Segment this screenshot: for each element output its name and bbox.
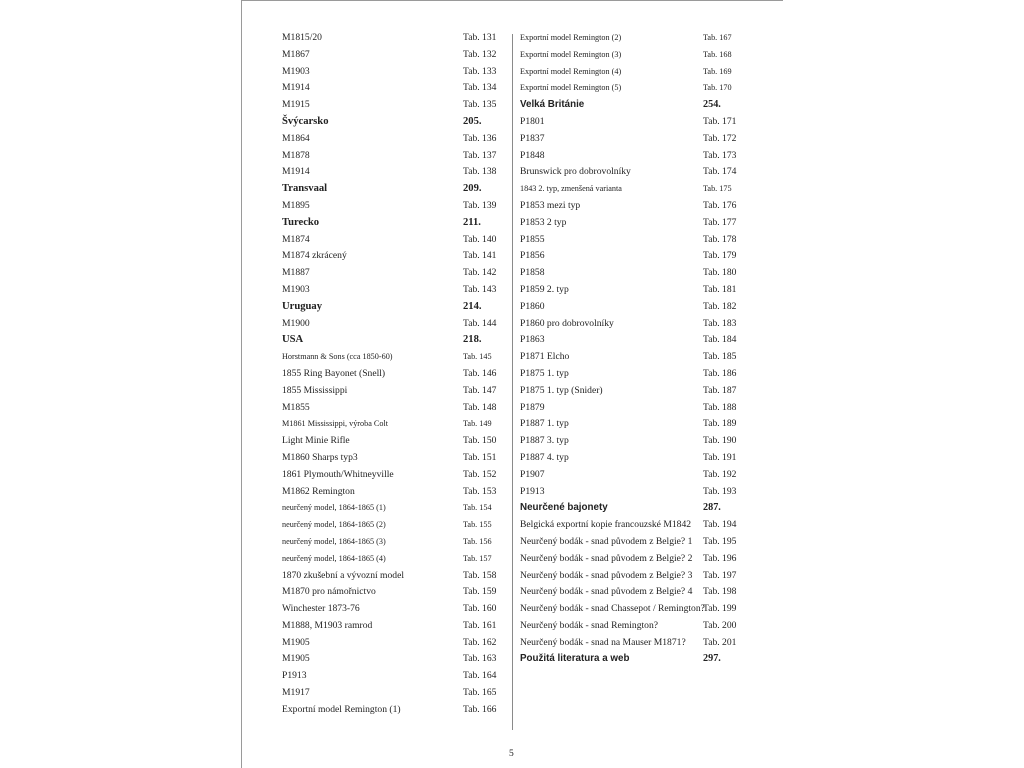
toc-entry — [520, 80, 740, 97]
toc-entry-reference: Tab. 131 — [463, 32, 497, 43]
toc-entry-title: P1871 Elcho — [520, 351, 570, 363]
toc-entry-reference: Tab. 137 — [463, 149, 497, 161]
toc-entry — [282, 316, 500, 333]
toc-entry-reference: Tab. 200 — [703, 619, 737, 631]
toc-entry — [520, 299, 740, 316]
toc-entry-title: Light Minie Rifle — [282, 435, 350, 447]
toc-entry — [282, 467, 500, 484]
toc-entry-reference: Tab. 182 — [703, 300, 737, 312]
toc-entry-title: Neurčený bodák - snad původem z Belgie? 2 — [520, 552, 693, 564]
toc-section-heading — [520, 500, 740, 517]
toc-entry-title: 1861 Plymouth/Whitneyville — [282, 468, 394, 480]
toc-entry-reference: Tab. 147 — [463, 384, 497, 396]
toc-entry-title: M1888, M1903 ramrod — [282, 619, 373, 631]
toc-entry — [282, 517, 500, 534]
toc-entry-title: Brunswick pro dobrovolníky — [520, 166, 631, 178]
toc-entry — [282, 198, 500, 215]
toc-entry-title: M1900 — [282, 317, 310, 329]
toc-entry — [282, 131, 500, 148]
toc-entry-title: P1875 1. typ (Snider) — [520, 384, 603, 396]
toc-entry-reference: Tab. 170 — [703, 83, 732, 93]
toc-entry-reference: Tab. 153 — [463, 485, 497, 497]
toc-entry — [282, 534, 500, 551]
toc-entry — [520, 332, 740, 349]
toc-entry-reference: Tab. 174 — [703, 166, 737, 178]
toc-entry-reference: Tab. 199 — [703, 603, 737, 615]
toc-entry-title: P1913 — [282, 670, 307, 682]
toc-entry — [282, 282, 500, 299]
toc-entry-title: M1815/20 — [282, 32, 322, 43]
toc-entry — [520, 215, 740, 232]
toc-entry-title: Exportní model Remington (5) — [520, 83, 622, 93]
toc-entry — [282, 97, 500, 114]
toc-entry — [520, 416, 740, 433]
toc-entry-title: P1907 — [520, 468, 545, 480]
toc-entry — [520, 232, 740, 249]
toc-entry-reference: Tab. 178 — [703, 233, 737, 245]
toc-entry — [520, 400, 740, 417]
toc-entry-reference: Tab. 162 — [463, 636, 497, 648]
toc-entry-reference: Tab. 191 — [703, 451, 737, 463]
toc-entry-reference: Tab. 187 — [703, 384, 737, 396]
toc-entry — [282, 568, 500, 585]
toc-entry-reference: Tab. 188 — [703, 401, 737, 413]
toc-entry — [282, 80, 500, 97]
toc-entry-reference: Tab. 185 — [703, 351, 737, 363]
toc-entry — [520, 635, 740, 652]
toc-entry-reference: Tab. 163 — [463, 653, 497, 665]
toc-entry — [282, 651, 500, 668]
toc-entry — [520, 584, 740, 601]
toc-entry-title: neurčený model, 1864-1865 (3) — [282, 536, 386, 546]
toc-entry — [520, 383, 740, 400]
toc-entry-reference: Tab. 138 — [463, 166, 497, 178]
toc-entry-reference: 209. — [463, 183, 482, 195]
toc-entry-reference: Tab. 193 — [703, 485, 737, 497]
toc-entry — [282, 416, 500, 433]
toc-entry-reference: 205. — [463, 115, 482, 127]
toc-entry-title: P1879 — [520, 401, 545, 413]
toc-entry — [520, 517, 740, 534]
toc-entry-title: M1905 — [282, 636, 310, 648]
toc-entry-title: Horstmann & Sons (cca 1850-60) — [282, 352, 393, 362]
toc-entry-reference: Tab. 195 — [703, 535, 737, 547]
toc-entry-reference: 287. — [703, 502, 721, 514]
toc-entry — [282, 618, 500, 635]
toc-entry — [520, 366, 740, 383]
toc-entry-reference: 297. — [703, 653, 721, 665]
toc-entry-reference: Tab. 148 — [463, 401, 497, 413]
toc-entry-reference: Tab. 186 — [703, 367, 737, 379]
toc-entry — [520, 568, 740, 585]
toc-entry-reference: Tab. 152 — [463, 468, 497, 480]
column-divider — [512, 34, 513, 730]
toc-entry — [520, 64, 740, 81]
toc-entry-reference: Tab. 159 — [463, 586, 497, 598]
toc-entry — [520, 47, 740, 64]
toc-entry-title: P1860 pro dobrovolníky — [520, 317, 614, 329]
toc-entry — [520, 433, 740, 450]
toc-entry — [282, 400, 500, 417]
toc-entry-title: Neurčený bodák - snad na Mauser M1871? — [520, 636, 686, 648]
toc-section-heading — [282, 299, 500, 316]
toc-entry-reference: 214. — [463, 300, 482, 312]
toc-entry — [282, 500, 500, 517]
toc-entry-reference: Tab. 134 — [463, 82, 497, 94]
toc-entry-title: M1887 — [282, 267, 310, 279]
toc-entry-title: Exportní model Remington (4) — [520, 66, 622, 76]
toc-entry-reference: Tab. 189 — [703, 418, 737, 430]
toc-entry-title: M1861 Mississippi, výroba Colt — [282, 419, 388, 429]
toc-entry — [282, 64, 500, 81]
toc-entry — [520, 618, 740, 635]
toc-entry-title: Exportní model Remington (3) — [520, 49, 622, 59]
toc-entry — [282, 265, 500, 282]
toc-entry-title: USA — [282, 334, 304, 346]
toc-entry — [520, 265, 740, 282]
toc-entry — [282, 484, 500, 501]
toc-entry — [520, 30, 740, 47]
toc-entry-title: P1913 — [520, 485, 545, 497]
toc-entry-reference: Tab. 194 — [703, 519, 737, 531]
toc-entry-title: P1855 — [520, 233, 545, 245]
toc-entry-reference: Tab. 165 — [463, 687, 497, 699]
toc-entry-reference: Tab. 196 — [703, 552, 737, 564]
toc-entry-reference: Tab. 157 — [463, 553, 492, 563]
toc-entry — [520, 198, 740, 215]
toc-entry-reference: Tab. 136 — [463, 132, 497, 144]
toc-entry-title: M1905 — [282, 653, 310, 665]
toc-section-heading — [282, 332, 500, 349]
toc-entry — [282, 248, 500, 265]
toc-entry-title: Exportní model Remington (1) — [282, 703, 401, 715]
toc-entry-title: P1856 — [520, 250, 545, 262]
toc-entry-title: Neurčené bajonety — [520, 502, 608, 514]
toc-entry-title: M1867 — [282, 48, 310, 60]
toc-left-column — [282, 30, 500, 719]
toc-section-heading — [282, 181, 500, 198]
toc-entry-reference: Tab. 161 — [463, 619, 497, 631]
toc-right-column — [520, 30, 740, 668]
toc-entry — [520, 551, 740, 568]
toc-entry — [282, 47, 500, 64]
toc-entry-reference: Tab. 175 — [703, 184, 732, 194]
toc-entry-reference: Tab. 135 — [463, 99, 497, 111]
toc-entry-title: Neurčený bodák - snad původem z Belgie? 4 — [520, 586, 693, 598]
toc-entry-title: M1864 — [282, 132, 310, 144]
toc-entry — [282, 685, 500, 702]
toc-entry-reference: Tab. 142 — [463, 267, 497, 279]
toc-section-heading — [282, 215, 500, 232]
toc-entry-reference: Tab. 190 — [703, 435, 737, 447]
toc-section-heading — [520, 651, 740, 668]
toc-entry-reference: Tab. 154 — [463, 503, 492, 513]
toc-entry-title: Belgická exportní kopie francouzské M1842 — [520, 519, 692, 531]
toc-entry-reference: Tab. 176 — [703, 199, 737, 211]
toc-entry-reference: Tab. 145 — [463, 352, 492, 362]
toc-entry — [282, 148, 500, 165]
toc-entry-title: neurčený model, 1864-1865 (2) — [282, 520, 386, 530]
toc-entry — [520, 484, 740, 501]
toc-entry — [520, 316, 740, 333]
toc-entry-title: M1917 — [282, 687, 310, 699]
toc-entry-title: M1874 — [282, 233, 310, 245]
toc-entry-title: M1914 — [282, 82, 310, 94]
toc-entry — [282, 164, 500, 181]
toc-entry-reference: Tab. 166 — [463, 703, 497, 715]
toc-entry-reference: Tab. 169 — [703, 66, 732, 76]
toc-entry-title: M1895 — [282, 199, 310, 211]
toc-entry-reference: Tab. 197 — [703, 569, 737, 581]
toc-entry — [282, 635, 500, 652]
toc-entry-title: Uruguay — [282, 300, 323, 312]
toc-entry — [520, 601, 740, 618]
toc-entry — [520, 131, 740, 148]
toc-entry — [520, 148, 740, 165]
toc-entry-title: P1801 — [520, 115, 545, 127]
toc-entry — [520, 467, 740, 484]
toc-entry-reference: Tab. 144 — [463, 317, 497, 329]
toc-entry-title: neurčený model, 1864-1865 (4) — [282, 553, 386, 563]
toc-entry-title: P1887 4. typ — [520, 451, 569, 463]
toc-entry-title: P1859 2. typ — [520, 283, 569, 295]
toc-entry-title: Transvaal — [282, 183, 328, 195]
toc-entry-title: Použitá literatura a web — [520, 653, 630, 665]
toc-entry — [282, 551, 500, 568]
toc-entry — [282, 383, 500, 400]
toc-entry — [520, 181, 740, 198]
toc-entry-title: P1858 — [520, 267, 545, 279]
page-number: 5 — [509, 749, 514, 759]
toc-entry-title: Švýcarsko — [282, 115, 329, 127]
toc-entry-title: M1903 — [282, 65, 310, 77]
toc-entry-title: P1853 2 typ — [520, 216, 567, 228]
toc-entry-reference: Tab. 181 — [703, 283, 737, 295]
toc-entry-title: P1853 mezi typ — [520, 199, 581, 211]
toc-entry-reference: 254. — [703, 99, 721, 111]
toc-section-heading — [282, 114, 500, 131]
toc-entry-title: P1875 1. typ — [520, 367, 569, 379]
toc-entry-title: 1843 2. typ, zmenšená varianta — [520, 184, 622, 194]
toc-entry-reference: Tab. 140 — [463, 233, 497, 245]
toc-entry-reference: Tab. 179 — [703, 250, 737, 262]
toc-entry-reference: Tab. 156 — [463, 536, 492, 546]
toc-entry-reference: Tab. 146 — [463, 367, 497, 379]
toc-entry — [520, 534, 740, 551]
toc-entry-title: M1903 — [282, 283, 310, 295]
toc-entry — [282, 366, 500, 383]
toc-entry-title: Neurčený bodák - snad původem z Belgie? 1 — [520, 535, 693, 547]
toc-entry-reference: Tab. 173 — [703, 149, 737, 161]
toc-entry-title: 1870 zkušební a vývozní model — [282, 569, 405, 581]
toc-entry — [282, 349, 500, 366]
toc-entry-reference: Tab. 160 — [463, 603, 497, 615]
toc-entry-title: P1860 — [520, 300, 545, 312]
toc-entry-reference: Tab. 171 — [703, 115, 737, 127]
toc-entry-reference: Tab. 183 — [703, 317, 737, 329]
toc-entry-reference: Tab. 192 — [703, 468, 737, 480]
toc-entry-title: M1860 Sharps typ3 — [282, 451, 358, 463]
toc-entry — [282, 433, 500, 450]
toc-entry — [520, 248, 740, 265]
toc-entry-reference: Tab. 132 — [463, 48, 497, 60]
toc-entry-title: Turecko — [282, 216, 320, 228]
toc-entry-title: P1848 — [520, 149, 545, 161]
toc-entry-reference: Tab. 164 — [463, 670, 497, 682]
toc-entry — [520, 114, 740, 131]
toc-entry-title: P1837 — [520, 132, 545, 144]
toc-entry-title: M1878 — [282, 149, 310, 161]
toc-entry-title: M1855 — [282, 401, 310, 413]
toc-entry-reference: Tab. 155 — [463, 520, 492, 530]
toc-entry — [282, 232, 500, 249]
toc-entry-reference: Tab. 151 — [463, 451, 497, 463]
toc-entry-reference: 218. — [463, 334, 482, 346]
toc-entry-title: M1862 Remington — [282, 485, 355, 497]
toc-entry-title: 1855 Ring Bayonet (Snell) — [282, 367, 386, 379]
toc-entry-reference: Tab. 139 — [463, 199, 497, 211]
toc-entry-reference: 211. — [463, 216, 481, 228]
toc-entry — [520, 450, 740, 467]
toc-entry-reference: Tab. 172 — [703, 132, 737, 144]
toc-entry-reference: Tab. 133 — [463, 65, 497, 77]
toc-entry-reference: Tab. 143 — [463, 283, 497, 295]
toc-entry-title: M1874 zkrácený — [282, 250, 347, 262]
toc-entry-title: Neurčený bodák - snad Chassepot / Remington? — [520, 603, 705, 615]
toc-entry — [282, 668, 500, 685]
toc-entry-reference: Tab. 168 — [703, 49, 732, 59]
toc-entry-title: M1870 pro námořnictvo — [282, 586, 376, 598]
toc-entry — [520, 282, 740, 299]
toc-entry-reference: Tab. 198 — [703, 586, 737, 598]
toc-entry — [282, 584, 500, 601]
toc-entry-reference: Tab. 177 — [703, 216, 737, 228]
toc-section-heading — [520, 97, 740, 114]
toc-entry-title: Velká Británie — [520, 99, 585, 111]
toc-entry-title: P1887 1. typ — [520, 418, 569, 430]
toc-entry-reference: Tab. 141 — [463, 250, 497, 262]
toc-entry-reference: Tab. 150 — [463, 435, 497, 447]
toc-entry — [282, 702, 500, 719]
toc-entry-title: 1855 Mississippi — [282, 384, 348, 396]
toc-entry-title: Exportní model Remington (2) — [520, 33, 622, 42]
toc-entry-reference: Tab. 180 — [703, 267, 737, 279]
toc-entry — [520, 349, 740, 366]
toc-entry-title: M1914 — [282, 166, 310, 178]
toc-entry-title: Winchester 1873-76 — [282, 603, 360, 615]
toc-entry — [282, 601, 500, 618]
toc-entry-reference: Tab. 158 — [463, 569, 497, 581]
toc-entry-reference: Tab. 149 — [463, 419, 492, 429]
toc-entry-title: P1887 3. typ — [520, 435, 569, 447]
toc-entry-title: P1863 — [520, 334, 545, 346]
toc-entry-title: Neurčený bodák - snad Remington? — [520, 619, 659, 631]
toc-entry-title: neurčený model, 1864-1865 (1) — [282, 503, 386, 513]
toc-entry-reference: Tab. 167 — [703, 33, 732, 42]
toc-entry-reference: Tab. 184 — [703, 334, 737, 346]
toc-entry-title: M1915 — [282, 99, 310, 111]
toc-entry-title: Neurčený bodák - snad původem z Belgie? 3 — [520, 569, 693, 581]
toc-entry — [520, 164, 740, 181]
toc-entry-reference: Tab. 201 — [703, 636, 737, 648]
toc-entry — [282, 450, 500, 467]
toc-entry — [282, 30, 500, 47]
